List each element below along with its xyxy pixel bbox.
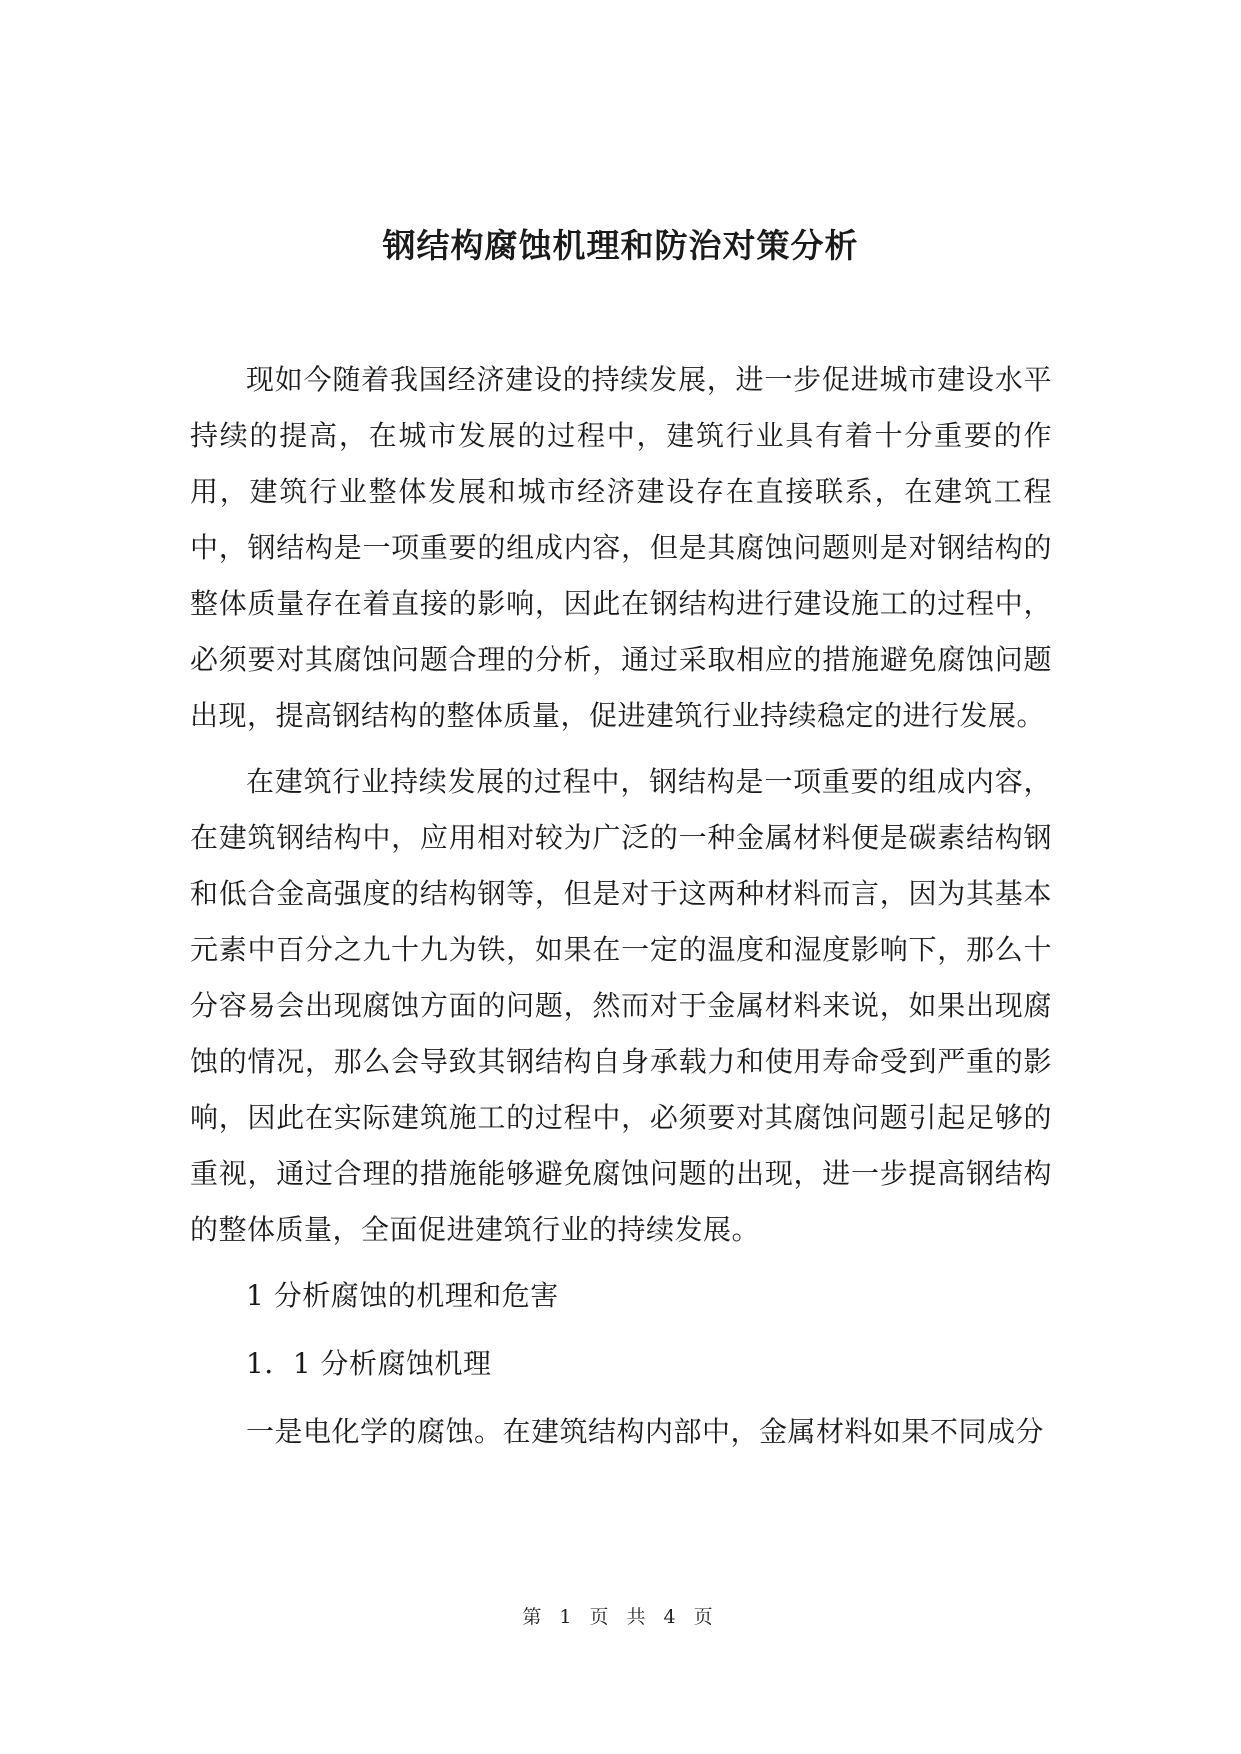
body-paragraph: 现如今随着我国经济建设的持续发展，进一步促进城市建设水平持续的提高，在城市发展的过程中，建筑行业具有着十分重要的作用，建筑行业整体发展和城市经济建设存在直接联系，在建筑工程中，钢结构是一项重要的组成内容，但是其腐蚀问题则是对钢结构的整体质量存在着直接的影响，因此在钢结构进行建设施工的过程中，必须要对其腐蚀问题合理的分析，通过采取相应的措施避免腐蚀问题出现，提高钢结构的整体质量，促进建筑行业持续稳定的进行发展。 — [190, 363, 1052, 732]
document-title: 钢结构腐蚀机理和防治对策分析 — [382, 226, 859, 265]
body-paragraph: 一是电化学的腐蚀。在建筑结构内部中，金属材料如果不同成分 — [246, 1415, 1045, 1448]
page-number-footer: 第 1 页 共 4 页 — [522, 1606, 719, 1628]
subsection-heading: 1．1 分析腐蚀机理 — [246, 1347, 492, 1380]
document-body — [190, 352, 1052, 1460]
body-paragraph: 在建筑行业持续发展的过程中，钢结构是一项重要的组成内容，在建筑钢结构中，应用相对较为广泛的一种金属材料便是碳素结构钢和低合金高强度的结构钢等，但是对于这两种材料而言，因为其基本元素中百分之九十九为铁，如果在一定的温度和湿度影响下，那么十分容易会出现腐蚀方面的问题，然而对于金属材料来说，如果出现腐蚀的情况，那么会导致其钢结构自身承载力和使用寿命受到严重的影响，因此在实际建筑施工的过程中，必须要对其腐蚀问题引起足够的重视，通过合理的措施能够避免腐蚀问题的出现，进一步提高钢结构的整体质量，全面促进建筑行业的持续发展。 — [190, 765, 1052, 1246]
section-heading: 1 分析腐蚀的机理和危害 — [246, 1279, 559, 1312]
